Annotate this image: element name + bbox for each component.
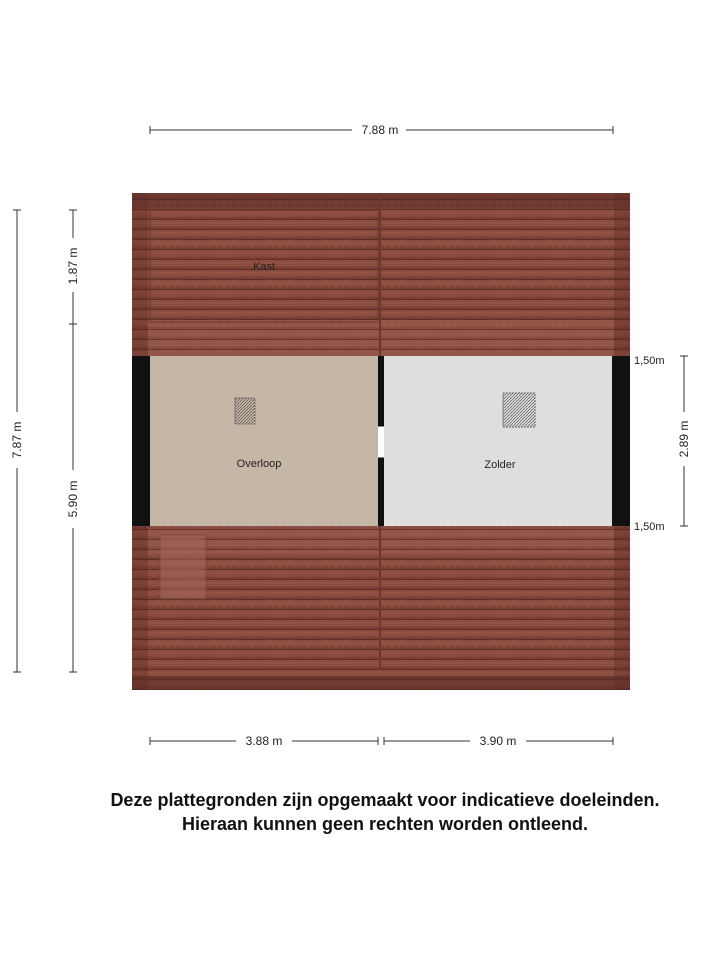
dimension-bottom-left [150, 734, 378, 748]
dimension-left-lower-label: 5.90 m [66, 480, 80, 518]
dimension-left-upper-label: 1.87 m [66, 247, 80, 285]
dimension-left-total-label: 7.87 m [10, 421, 24, 459]
disclaimer-line-2: Hieraan kunnen geen rechten worden ontleend. [181, 814, 589, 834]
room-label-zolder: Zolder [484, 459, 516, 471]
room-overloop [132, 356, 378, 526]
room-label-overloop: Overloop [236, 458, 282, 470]
dimension-bottom-right-label: 3.90 m [479, 734, 517, 748]
dimension-top-total [150, 123, 613, 137]
hatch-icon [235, 398, 255, 424]
hatch-icon [503, 393, 535, 427]
wall-left [132, 356, 150, 526]
height-label-upper: 1,50m [634, 355, 665, 367]
room-zolder [384, 356, 630, 526]
disclaimer-line-1: Deze plattegronden zijn opgemaakt voor indicatieve doeleinden. [110, 790, 660, 810]
dimension-bottom-left-label: 3.88 m [245, 734, 283, 748]
center-wall [378, 356, 384, 526]
dimension-left-lower [66, 324, 80, 672]
dimension-top-total-label: 7.88 m [361, 123, 399, 137]
height-label-lower: 1,50m [634, 521, 665, 533]
dimension-left-upper [66, 210, 80, 324]
dimension-right-mid-label: 2.89 m [677, 420, 691, 458]
dimension-right-mid [677, 356, 691, 526]
disclaimer [0, 788, 720, 836]
roof-window [160, 535, 206, 599]
dimension-bottom-right [384, 734, 613, 748]
wall-right [612, 356, 630, 526]
dimension-left-total [10, 210, 24, 672]
room-label-kast: Kast [252, 261, 276, 273]
